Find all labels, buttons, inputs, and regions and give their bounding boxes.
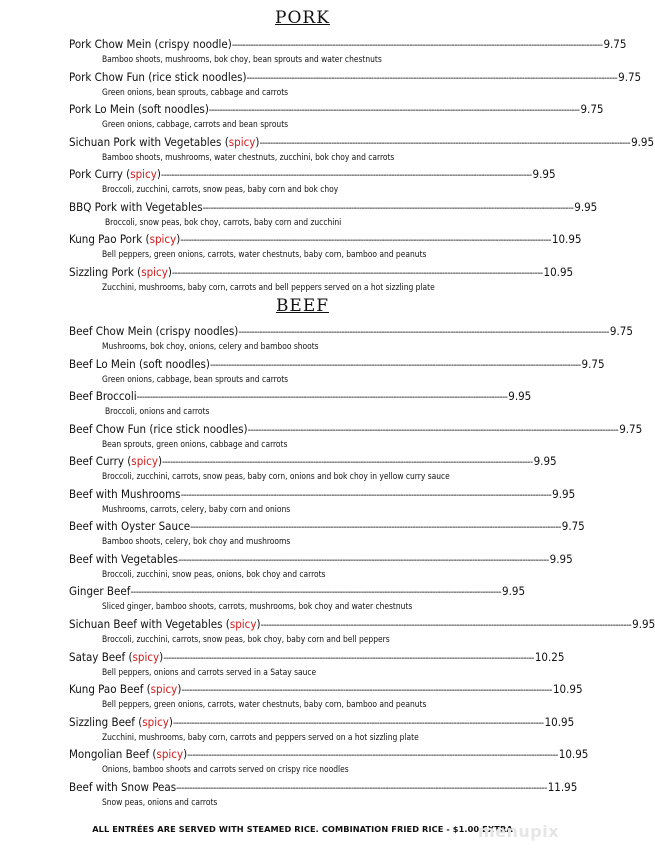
menu-item	[69, 69, 642, 101]
leader-dashes: --------------------------------------------------------------------------------------------------------------------------------------------	[180, 235, 551, 247]
menu-item-title-end: )	[167, 264, 172, 279]
menu-item-price: 10.95	[558, 747, 589, 762]
menu-item-price: 9.95	[508, 389, 532, 404]
leader-dashes: --------------------------------------------------------------------------------------------------------------------------------------------	[181, 685, 552, 697]
menu-item-price: 9.95	[631, 134, 655, 149]
menu-item	[69, 36, 627, 68]
menu-item-price: 9.95	[533, 454, 557, 469]
menu-item-price: 10.95	[543, 264, 574, 279]
menu-item-description: Snow peas, onions and carrots	[102, 796, 218, 807]
menu-item-title: Beef with Vegetables	[69, 551, 179, 566]
menu-item-price: 10.95	[551, 232, 582, 247]
menu-item	[69, 518, 585, 550]
menu-item-name	[69, 69, 247, 85]
leader-dashes: --------------------------------------------------------------------------------------------------------------------------------------------	[136, 392, 508, 404]
menu-item-line	[69, 551, 573, 567]
menu-item-line	[69, 166, 556, 182]
leader-dashes: --------------------------------------------------------------------------------------------------------------------------------------------	[260, 619, 632, 631]
menu-item-title-end: )	[183, 747, 188, 762]
menu-item-title: Pork Chow Mein (crispy noodle)	[69, 37, 232, 51]
menu-item-description: Bamboo shoots, mushrooms, bok choy, bean sprouts and water chestnuts	[102, 54, 382, 64]
menu-item-title: Sichuan Beef with Vegetables (	[69, 616, 230, 631]
menu-item-name	[69, 714, 173, 730]
menu-item	[69, 681, 583, 713]
menu-item-price: 9.75	[580, 102, 604, 117]
menu-item-title-end: )	[168, 714, 173, 729]
menu-item-title: Beef with Mushrooms	[69, 486, 181, 501]
menu-item-title-end: )	[256, 616, 261, 631]
menu-item-name	[69, 583, 130, 599]
leader-dashes: --------------------------------------------------------------------------------------------------------------------------------------------	[130, 587, 501, 599]
menu-item-description: Bell peppers, green onions, carrots, water chestnuts, baby corn, bamboo and peanuts	[102, 249, 427, 260]
menu-item	[69, 264, 574, 296]
menu-item-title: Pork Chow Fun (rice stick noodles)	[69, 69, 247, 84]
leader-dashes: --------------------------------------------------------------------------------------------------------------------------------------------	[178, 554, 549, 566]
menu-item	[69, 231, 582, 263]
menu-item-title: Beef Curry (	[69, 454, 132, 469]
menu-item	[69, 356, 605, 388]
menu-item-description: Green onions, cabbage, carrots and bean sprouts	[102, 119, 289, 130]
menu-item-title: Beef Chow Fun (rice stick noodles)	[69, 421, 248, 436]
menu-item-line	[69, 134, 655, 150]
leader-dashes: --------------------------------------------------------------------------------------------------------------------------------------------	[172, 717, 544, 729]
menu-item-title: Sizzling Pork (	[69, 264, 142, 279]
menu-item-description: Zucchini, mushrooms, baby corn, carrots and bell peppers served on a hot sizzling plate	[102, 281, 435, 292]
leader-dashes: --------------------------------------------------------------------------------------------------------------------------------------------	[259, 137, 631, 149]
menu-item-line	[69, 69, 642, 85]
leader-dashes: --------------------------------------------------------------------------------------------------------------------------------------------	[209, 359, 581, 371]
menu-item	[69, 388, 532, 420]
menu-item	[69, 583, 526, 615]
menu-item-line	[69, 746, 589, 762]
menu-item-title-end: )	[156, 167, 161, 182]
menu-item-price: 11.95	[547, 779, 578, 794]
menu-item-price: 10.25	[534, 649, 565, 664]
leader-dashes: --------------------------------------------------------------------------------------------------------------------------------------------	[208, 105, 580, 117]
spicy-label: spicy	[131, 454, 158, 469]
menu-item-name	[69, 779, 176, 795]
menu-item-title: Sizzling Beef (	[69, 714, 143, 729]
menu-item-title-end: )	[177, 682, 182, 697]
menu-item-title: Ginger Beef	[69, 584, 131, 599]
menu-item-title: Kung Pao Beef (	[69, 682, 151, 697]
menu-item	[69, 714, 575, 746]
menu-item-description: Mushrooms, bok choy, onions, celery and bamboo shoots	[102, 341, 319, 351]
menu-item	[69, 551, 573, 583]
menu-item-title: Beef Broccoli	[69, 389, 137, 404]
leader-dashes: --------------------------------------------------------------------------------------------------------------------------------------------	[247, 424, 619, 436]
menu-item-description: Bamboo shoots, celery, bok choy and mushrooms	[102, 536, 291, 547]
leader-dashes: --------------------------------------------------------------------------------------------------------------------------------------------	[180, 489, 552, 501]
menu-item-line	[69, 681, 583, 697]
menu-item-line	[69, 421, 643, 437]
menu-item-price: 10.95	[544, 714, 575, 729]
menu-item-name	[69, 231, 180, 247]
leader-dashes: --------------------------------------------------------------------------------------------------------------------------------------------	[238, 327, 609, 338]
menu-item	[69, 134, 655, 166]
menu-item-name	[69, 388, 137, 404]
menu-item-line	[69, 518, 585, 534]
menu-item-name	[69, 681, 181, 697]
menu-item-description: Broccoli, zucchini, snow peas, onions, bok choy and carrots	[102, 568, 326, 579]
menu-item-price: 9.95	[552, 486, 576, 501]
menu-item-line	[69, 199, 598, 215]
menu-item-price: 10.95	[552, 682, 583, 697]
menu-item-title: Beef Chow Mein (crispy noodles)	[69, 324, 239, 338]
menu-item-title: Satay Beef (	[69, 649, 133, 664]
menu-item-name	[69, 199, 203, 215]
menu-item-description: Broccoli, zucchini, carrots, snow peas, bok choy, baby corn and bell peppers	[102, 633, 390, 644]
menu-item-description: Broccoli, snow peas, bok choy, carrots, baby corn and zucchini	[105, 216, 342, 227]
menu-item-title: Sichuan Pork with Vegetables (	[69, 134, 229, 149]
menu-item-title: Mongolian Beef (	[69, 747, 157, 762]
leader-dashes: --------------------------------------------------------------------------------------------------------------------------------------------	[162, 457, 533, 469]
menu-item-price: 9.75	[581, 356, 605, 371]
leader-dashes: --------------------------------------------------------------------------------------------------------------------------------------------	[176, 782, 547, 794]
spicy-label: spicy	[229, 616, 257, 631]
menu-item-line	[69, 779, 578, 795]
leader-dashes: --------------------------------------------------------------------------------------------------------------------------------------------	[246, 72, 618, 84]
menu-item-title: Kung Pao Pork (	[69, 232, 150, 247]
spicy-label: spicy	[156, 747, 184, 762]
menu-item	[69, 486, 576, 518]
menu-item-title: Beef with Snow Peas	[69, 779, 177, 794]
menu-item-price: 9.75	[609, 324, 633, 338]
menu-item-name	[69, 36, 232, 52]
menu-item-title-end: )	[157, 454, 162, 469]
menu-item-name	[69, 134, 259, 150]
leader-dashes: --------------------------------------------------------------------------------------------------------------------------------------------	[202, 202, 574, 214]
menu-item-line	[69, 264, 574, 280]
menu-item-title: Pork Lo Mein (soft noodles)	[69, 102, 209, 117]
menu-item-line	[69, 583, 526, 599]
spicy-label: spicy	[149, 232, 177, 247]
menu-item-description: Sliced ginger, bamboo shoots, carrots, mushrooms, bok choy and water chestnuts	[102, 601, 413, 612]
menu-item-price: 9.75	[619, 421, 643, 436]
menu-item	[69, 421, 643, 453]
menu-item	[69, 779, 578, 811]
menu-item-title-end: )	[176, 232, 181, 247]
spicy-label: spicy	[141, 264, 168, 279]
menu-item	[69, 746, 589, 778]
menu-item-price: 9.95	[549, 551, 573, 566]
menu-item-name	[69, 551, 178, 567]
menu-item-name	[69, 649, 163, 665]
menu-item-line	[69, 616, 655, 632]
spicy-label: spicy	[228, 134, 256, 149]
spicy-label: spicy	[132, 649, 160, 664]
leader-dashes: --------------------------------------------------------------------------------------------------------------------------------------------	[160, 170, 532, 182]
menu-item-description: Bean sprouts, green onions, cabbage and carrots	[102, 438, 288, 449]
menu-item-line	[69, 231, 582, 247]
menu-item-line	[69, 453, 557, 469]
menu-item-price: 9.95	[574, 199, 598, 214]
menu-item	[69, 199, 598, 231]
spicy-label: spicy	[130, 167, 157, 182]
menu-item-name	[69, 421, 248, 437]
leader-dashes: --------------------------------------------------------------------------------------------------------------------------------------------	[190, 522, 561, 534]
spicy-label: spicy	[142, 714, 169, 729]
menu-item-name	[69, 746, 187, 762]
menu-item-line	[69, 649, 565, 665]
menu-item-name	[69, 518, 190, 534]
menu-item-description: Bell peppers, green onions, carrots, water chestnuts, baby corn, bamboo and peanuts	[102, 699, 427, 710]
menu-item-line	[69, 486, 576, 502]
menu-item-title: Beef Lo Mein (soft noodles)	[69, 356, 210, 371]
menu-item-description: Green onions, cabbage, bean sprouts and carrots	[102, 373, 289, 384]
menu-item-description: Broccoli, onions and carrots	[105, 406, 210, 417]
leader-dashes: --------------------------------------------------------------------------------------------------------------------------------------------	[163, 652, 534, 664]
footer-note: ALL ENTRÉES ARE SERVED WITH STEAMED RICE. COMBINATION FRIED RICE - $1.00 EXTRA	[92, 824, 513, 834]
menu-item	[69, 166, 556, 198]
menu-item-line	[69, 36, 627, 52]
menu-item-line	[69, 356, 605, 372]
menu-item	[69, 453, 557, 485]
menu-item-title: BBQ Pork with Vegetables	[69, 199, 203, 214]
menu-item-name	[69, 453, 162, 469]
menu-item-price: 9.75	[618, 69, 642, 84]
menu-item	[69, 649, 565, 681]
menu-item-line	[69, 388, 532, 404]
menu-item-title-end: )	[255, 134, 260, 149]
menu-item-price: 9.75	[561, 519, 585, 534]
menu-item-title: Beef with Oyster Sauce	[69, 519, 191, 534]
menu-item	[69, 101, 604, 133]
section-title-pork: PORK	[275, 8, 330, 28]
menu-item-description: Broccoli, zucchini, carrots, snow peas, baby corn, onions and bok choy in yellow curry sauce	[102, 471, 450, 482]
menu-item-line	[69, 101, 604, 117]
menu-item-description: Zucchini, mushrooms, baby corn, carrots and peppers served on a hot sizzling plate	[102, 731, 419, 742]
menu-item-name	[69, 486, 181, 502]
menu-item	[69, 323, 633, 355]
menu-item-name	[69, 264, 172, 280]
menu-item-name	[69, 356, 210, 372]
menu-item-line	[69, 714, 575, 730]
menu-item-description: Broccoli, zucchini, carrots, snow peas, baby corn and bok choy	[102, 184, 339, 195]
leader-dashes: --------------------------------------------------------------------------------------------------------------------------------------------	[171, 267, 543, 279]
menu-item	[69, 616, 655, 648]
menu-item-title: Pork Curry (	[69, 167, 131, 182]
menu-item-price: 9.75	[603, 37, 627, 51]
menu-item-description: Bamboo shoots, mushrooms, water chestnuts, zucchini, bok choy and carrots	[102, 151, 395, 162]
leader-dashes: --------------------------------------------------------------------------------------------------------------------------------------------	[231, 40, 603, 51]
menu-item-title-end: )	[159, 649, 164, 664]
menu-item-name	[69, 323, 238, 339]
menu-item-description: Onions, bamboo shoots and carrots served on crispy rice noodles	[102, 764, 349, 775]
menu-item-price: 9.95	[532, 167, 556, 182]
menu-item-name	[69, 101, 209, 117]
leader-dashes: --------------------------------------------------------------------------------------------------------------------------------------------	[187, 750, 558, 762]
menu-item-name	[69, 166, 161, 182]
section-title-beef: BEEF	[275, 296, 330, 316]
menu-item-description: Green onions, bean sprouts, cabbage and carrots	[102, 86, 289, 97]
menu-item-price: 9.95	[632, 616, 655, 631]
spicy-label: spicy	[150, 682, 178, 697]
menu-item-name	[69, 616, 261, 632]
menu-item-description: Mushrooms, carrots, celery, baby corn and onions	[102, 503, 291, 514]
menu-item-price: 9.95	[502, 584, 526, 599]
menu-item-description: Bell peppers, onions and carrots served in a Satay sauce	[102, 666, 317, 677]
watermark-logo: menupix	[478, 822, 560, 841]
menu-item-line	[69, 323, 633, 339]
